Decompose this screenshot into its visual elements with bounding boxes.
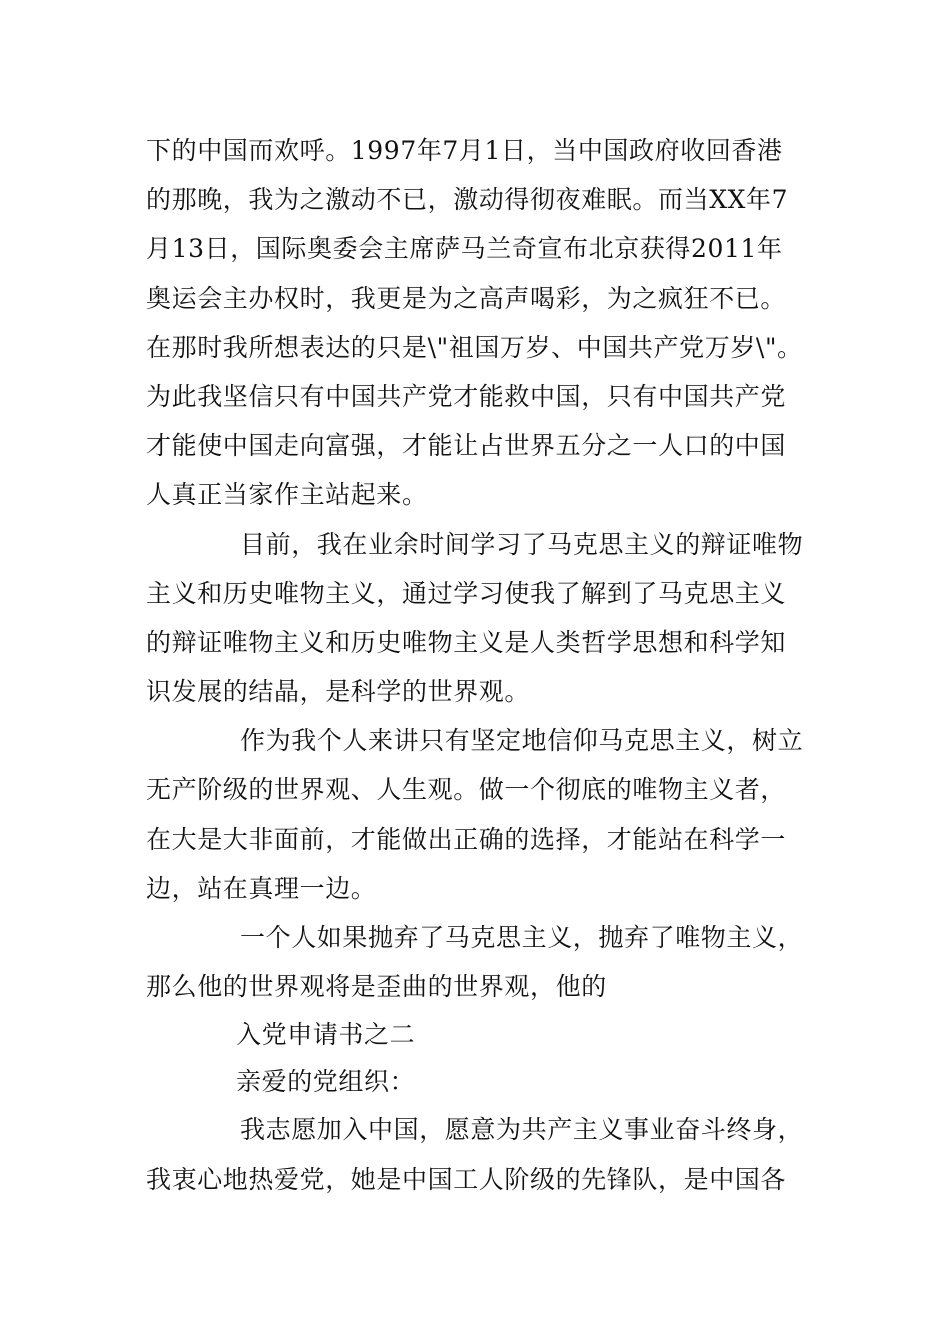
salutation: 亲爱的党组织： bbox=[236, 1067, 416, 1097]
paragraph-start-line: 目前，我在业余时间学习了马克思主义的辩证唯物 bbox=[240, 529, 804, 559]
paragraph-start-line: 一个人如果抛弃了马克思主义，抛弃了唯物主义， bbox=[240, 923, 804, 952]
paragraph-start-line: 我志愿加入中国，愿意为共产主义事业奋斗终身， bbox=[240, 1115, 804, 1145]
text-line: 我衷心地热爱党，她是中国工人阶级的先锋队，是中国各 bbox=[146, 1164, 787, 1194]
text-line: 主义和历史唯物主义，通过学习使我了解到了马克思主义 bbox=[146, 578, 787, 608]
text-line: 月13日，国际奥委会主席萨马兰奇宣布北京获得2011年 bbox=[146, 234, 783, 264]
text-line: 在那时我所想表达的只是\"祖国万岁、中国共产党万岁\"。 bbox=[146, 332, 803, 362]
text-line: 在大是大非面前，才能做出正确的选择，才能站在科学一 bbox=[146, 824, 787, 854]
text-line: 奥运会主办权时，我更是为之高声喝彩，为之疯狂不已。 bbox=[146, 283, 787, 313]
text-line: 边，站在真理一边。 bbox=[146, 873, 377, 903]
document-body bbox=[146, 126, 810, 1204]
text-line: 的辩证唯物主义和历史唯物主义是人类哲学思想和科学知 bbox=[146, 627, 787, 657]
section-heading: 入党申请书之二 bbox=[236, 1020, 416, 1050]
text-line: 下的中国而欢呼。1997年7月1日，当中国政府收回香港 bbox=[146, 136, 783, 165]
text-line: 识发展的结晶，是科学的世界观。 bbox=[146, 677, 531, 707]
text-line: 为此我坚信只有中国共产党才能救中国，只有中国共产党 bbox=[146, 381, 787, 411]
text-line: 人真正当家作主站起来。 bbox=[146, 480, 428, 510]
text-line: 无产阶级的世界观、人生观。做一个彻底的唯物主义者， bbox=[146, 775, 787, 805]
text-line: 那么他的世界观将是歪曲的世界观，他的 bbox=[146, 972, 607, 1002]
text-line: 才能使中国走向富强，才能让占世界五分之一人口的中国 bbox=[146, 431, 787, 461]
paragraph-start-line: 作为我个人来讲只有坚定地信仰马克思主义，树立 bbox=[240, 726, 804, 756]
text-line: 的那晚，我为之激动不已，激动得彻夜难眠。而当XX年7 bbox=[146, 185, 789, 215]
